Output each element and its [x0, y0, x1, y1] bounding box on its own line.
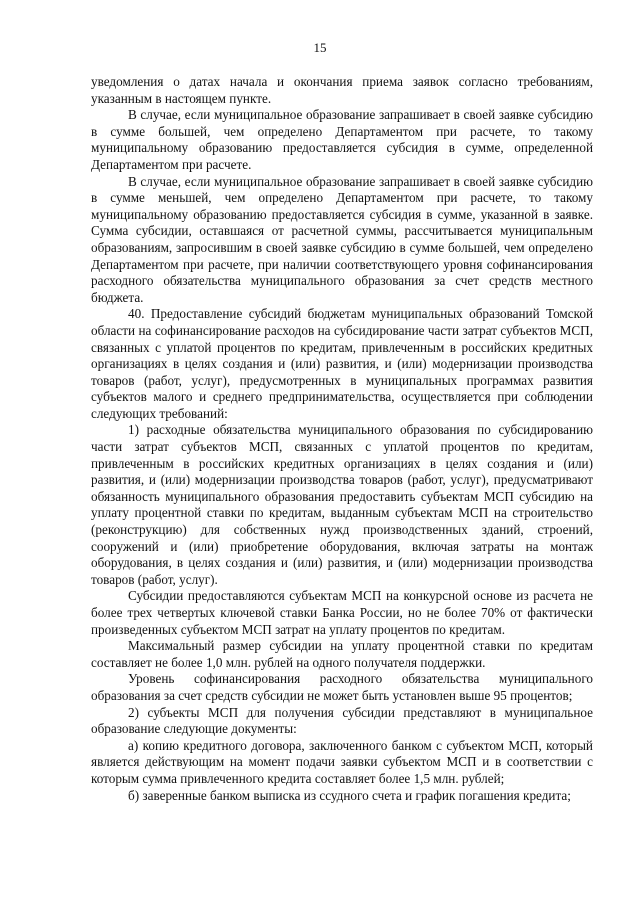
paragraph: Уровень софинансирования расходного обязательства муниципального образования за счет средств субсидии не может быть установлен выше 95 процентов; — [91, 671, 593, 703]
document-body — [91, 74, 593, 804]
paragraph: 2) субъекты МСП для получения субсидии представляют в муниципальное образование следующие документы: — [91, 704, 593, 737]
paragraph: В случае, если муниципальное образование запрашивает в своей заявке субсидию в сумме меньшей, чем определено Департаментом при расчете, то такому муниципальному образованию предоставляется субсидия в сумме, указанной в заявке. Сумма субсидии, оставшаяся от расчетной суммы, рассчитывается муниципальным образованиям, запросившим в своей заявке субсидию в сумме большей, чем определено Департаментом при расчете, при наличии соответствующего уровня софинансирования расходного обязательства муниципального образования за счет средств местного бюджета. — [91, 173, 593, 305]
paragraph: В случае, если муниципальное образование запрашивает в своей заявке субсидию в сумме большей, чем определено Департаментом при расчете, то такому муниципальному образованию предоставляется субсидия в сумме, определенной Департаментом при расчете. — [91, 107, 593, 172]
paragraph: б) заверенные банком выписка из ссудного счета и график погашения кредита; — [128, 787, 571, 803]
paragraph: Максимальный размер субсидии на уплату процентной ставки по кредитам составляет не более 1,0 млн. рублей на одного получателя поддержки. — [91, 638, 593, 670]
paragraph: 1) расходные обязательства муниципального образования по субсидированию части затрат субъектов МСП, связанных с уплатой процентов по кредитам, привлеченным в российских кредитных организациях в целях создания и (или) развития, и (или) модернизации производства товаров (работ, услуг), предусматривают обязанность муниципального образования предоставить субъектам МСП субсидию на уплату процентной ставки по кредитам, выданным субъектам МСП на строительство (реконструкцию) для собственных нужд производственных зданий, строений, сооружений и (или) приобретение оборудования, включая затраты на монтаж оборудования, в целях создания и (или) развития, и (или) модернизации производства товаров (работ, услуг). — [91, 422, 593, 587]
paragraph: 40. Предоставление субсидий бюджетам муниципальных образований Томской области на софинансирование расходов на субсидирование части затрат субъектов МСП, связанных с уплатой процентов по кредитам, привлеченным в российских кредитных организациях в целях создания и (или) развития, и (или) модернизации производства товаров (работ, услуг), предусмотренных в муниципальных программах развития субъектов малого и среднего предпринимательства, осуществляется при соблюдении следующих требований: — [91, 306, 593, 421]
page-number: 15 — [313, 40, 327, 55]
paragraph: Субсидии предоставляются субъектам МСП на конкурсной основе из расчета не более трех четвертых ключевой ставки Банка России, но не более 70% от фактически произведенных субъектом МСП затрат на уплату процентов по кредитам. — [91, 588, 593, 637]
paragraph: а) копию кредитного договора, заключенного банком с субъектом МСП, который является действующим на момент подачи заявки субъектом МСП и в соответствии с которым сумма привлеченного кредита составляет более 1,5 млн. рублей; — [91, 737, 593, 786]
paragraph: уведомления о датах начала и окончания приема заявок согласно требованиям, указанным в настоящем пункте. — [91, 74, 593, 106]
